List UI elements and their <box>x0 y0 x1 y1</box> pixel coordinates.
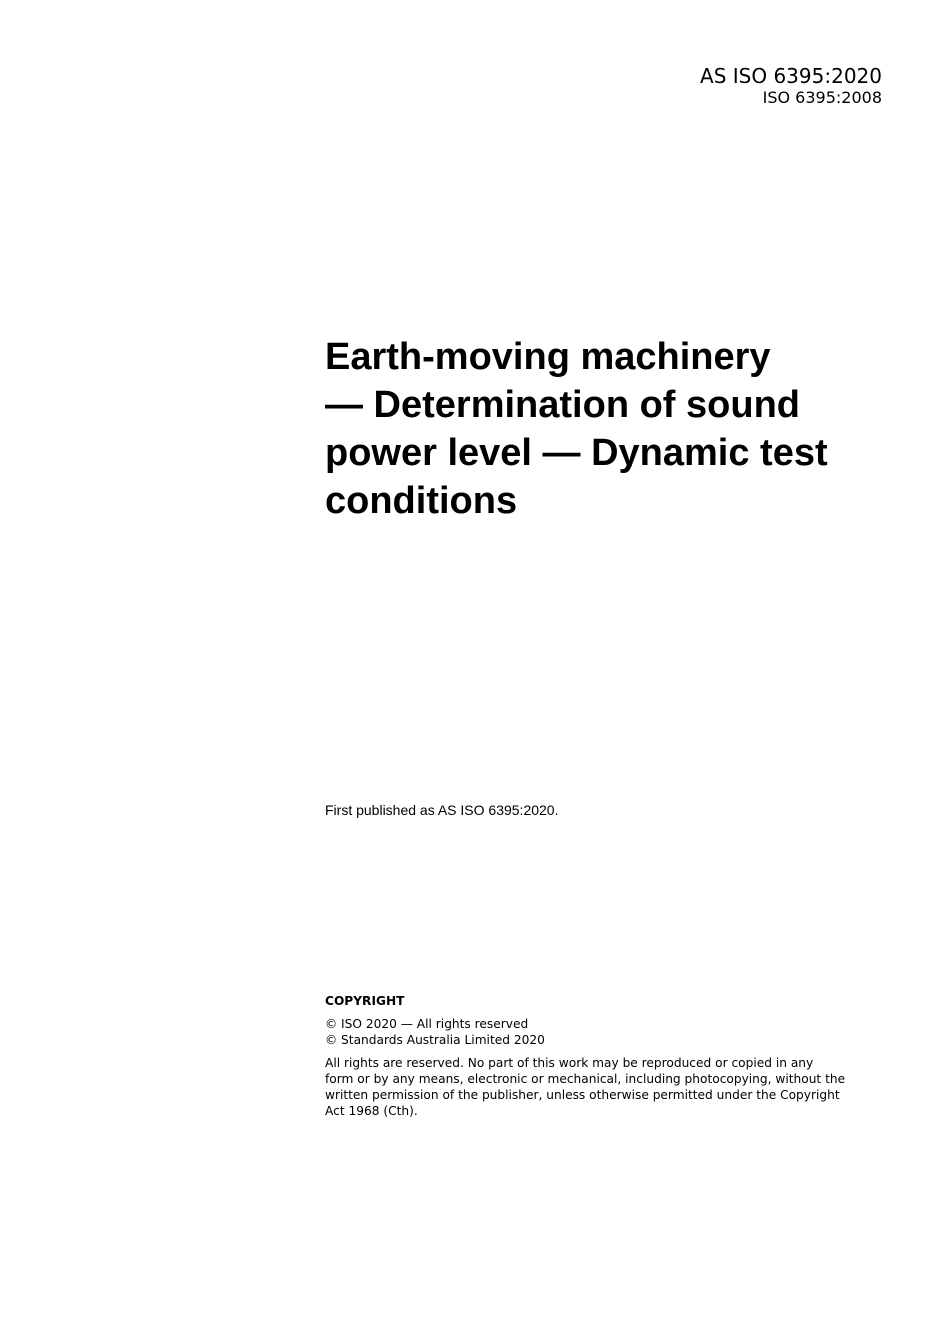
title-line: conditions <box>325 480 518 522</box>
title-line: power level — Dynamic test <box>325 432 828 474</box>
rights-line: All rights are reserved. No part of this work may be reproduced or copied in any <box>325 1056 814 1070</box>
title-line: — Determination of sound <box>325 384 800 426</box>
rights-line: written permission of the publisher, unless otherwise permitted under the Copyright <box>325 1088 840 1102</box>
copyright-heading: COPYRIGHT <box>325 994 405 1008</box>
rights-line: Act 1968 (Cth). <box>325 1104 418 1118</box>
document-title <box>325 333 885 525</box>
rights-reserved-text <box>325 1055 855 1119</box>
title-line: Earth-moving machinery <box>325 336 771 378</box>
document-designations <box>700 64 882 108</box>
iso-standard-number: ISO 6395:2008 <box>762 88 882 107</box>
copyright-notice-standards-australia: © Standards Australia Limited 2020 <box>325 1033 545 1047</box>
copyright-block <box>325 993 855 1119</box>
rights-line: form or by any means, electronic or mechanical, including photocopying, without the <box>325 1072 846 1086</box>
first-published-note: First published as AS ISO 6395:2020. <box>325 802 559 818</box>
as-standard-number: AS ISO 6395:2020 <box>700 64 882 88</box>
copyright-notice-iso: © ISO 2020 — All rights reserved <box>325 1017 529 1031</box>
